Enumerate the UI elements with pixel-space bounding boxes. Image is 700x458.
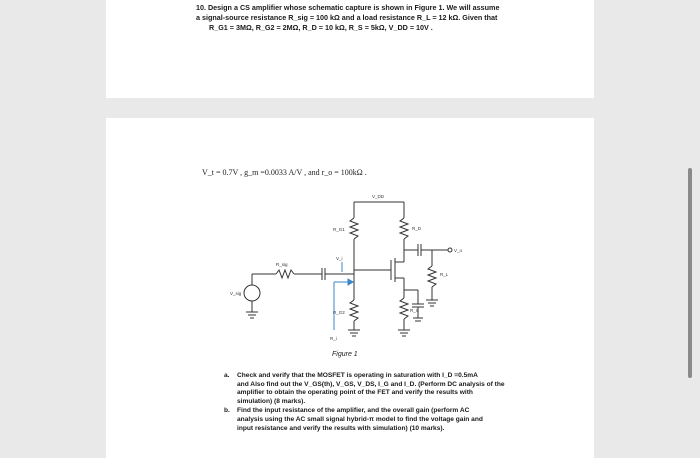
rg2-label: R_G2 bbox=[333, 310, 345, 315]
vsig-label: V_sig bbox=[230, 291, 242, 296]
ri-label: R_i bbox=[330, 336, 337, 341]
question-line: a signal-source resistance R_sig = 100 kΩ and a load resistance R_L = 12 kΩ. Given that bbox=[196, 12, 498, 22]
task-line: Find the input resistance of the amplifier, and the overall gain (perform AC bbox=[237, 407, 470, 415]
rg1-label: R_G1 bbox=[333, 227, 345, 232]
vi-label: V_i bbox=[336, 256, 343, 261]
page-top bbox=[106, 0, 594, 98]
rl-label: R_L bbox=[440, 272, 449, 277]
page-main bbox=[106, 118, 594, 458]
task-line: Check and verify that the MOSFET is operating in saturation with I_D =0.5mA bbox=[237, 372, 478, 379]
cs-amplifier-schematic bbox=[226, 190, 486, 350]
task-marker: b. bbox=[224, 407, 230, 415]
task-line: amplifier to obtain the operating point of the FET and verify the results with bbox=[237, 389, 473, 397]
question-line: 10. Design a CS amplifier whose schematic capture is shown in Figure 1. We will assume bbox=[196, 3, 500, 12]
task-line: analysis using the AC small signal hybrid-π model to find the voltage gain and bbox=[237, 415, 483, 423]
vo-label: V_o bbox=[454, 248, 463, 253]
question-params: R_G1 = 3MΩ, R_G2 = 2MΩ, R_D = 10 kΩ, R_S = 5kΩ, V_DD = 10V . bbox=[209, 23, 433, 32]
vsig-source bbox=[244, 285, 260, 301]
task-line: input resistance and verify the results with simulation) (10 marks). bbox=[237, 424, 445, 432]
rg2-resistor bbox=[350, 300, 358, 321]
figure-caption: Figure 1 bbox=[332, 351, 358, 358]
vdd-label: V_DD bbox=[372, 194, 385, 199]
task-list bbox=[224, 372, 534, 434]
scrollbar[interactable] bbox=[688, 168, 692, 378]
task-item-b bbox=[224, 407, 534, 433]
rsig-resistor bbox=[276, 270, 294, 278]
question-text bbox=[196, 3, 586, 23]
task-marker: a. bbox=[224, 372, 230, 379]
vo-terminal bbox=[448, 248, 452, 252]
task-line: simulation) (8 marks). bbox=[237, 397, 306, 405]
rsig-label: R_sig bbox=[276, 262, 288, 267]
rl-resistor bbox=[428, 266, 436, 287]
rs-resistor bbox=[400, 298, 408, 319]
rd-label: R_D bbox=[412, 226, 422, 231]
given-parameters: V_t = 0.7V , g_m =0.0033 A/V , and r_o = 100kΩ . bbox=[202, 168, 367, 177]
rs-label: R_S bbox=[410, 308, 419, 313]
ri-arrow bbox=[348, 279, 353, 285]
rg1-resistor bbox=[350, 218, 358, 239]
task-item-a bbox=[224, 372, 534, 406]
task-line: and Also find out the V_GS(th), V_GS, V_DS, I_G and I_D. (Perform DC analysis of the bbox=[237, 380, 505, 388]
rd-resistor bbox=[400, 218, 408, 239]
